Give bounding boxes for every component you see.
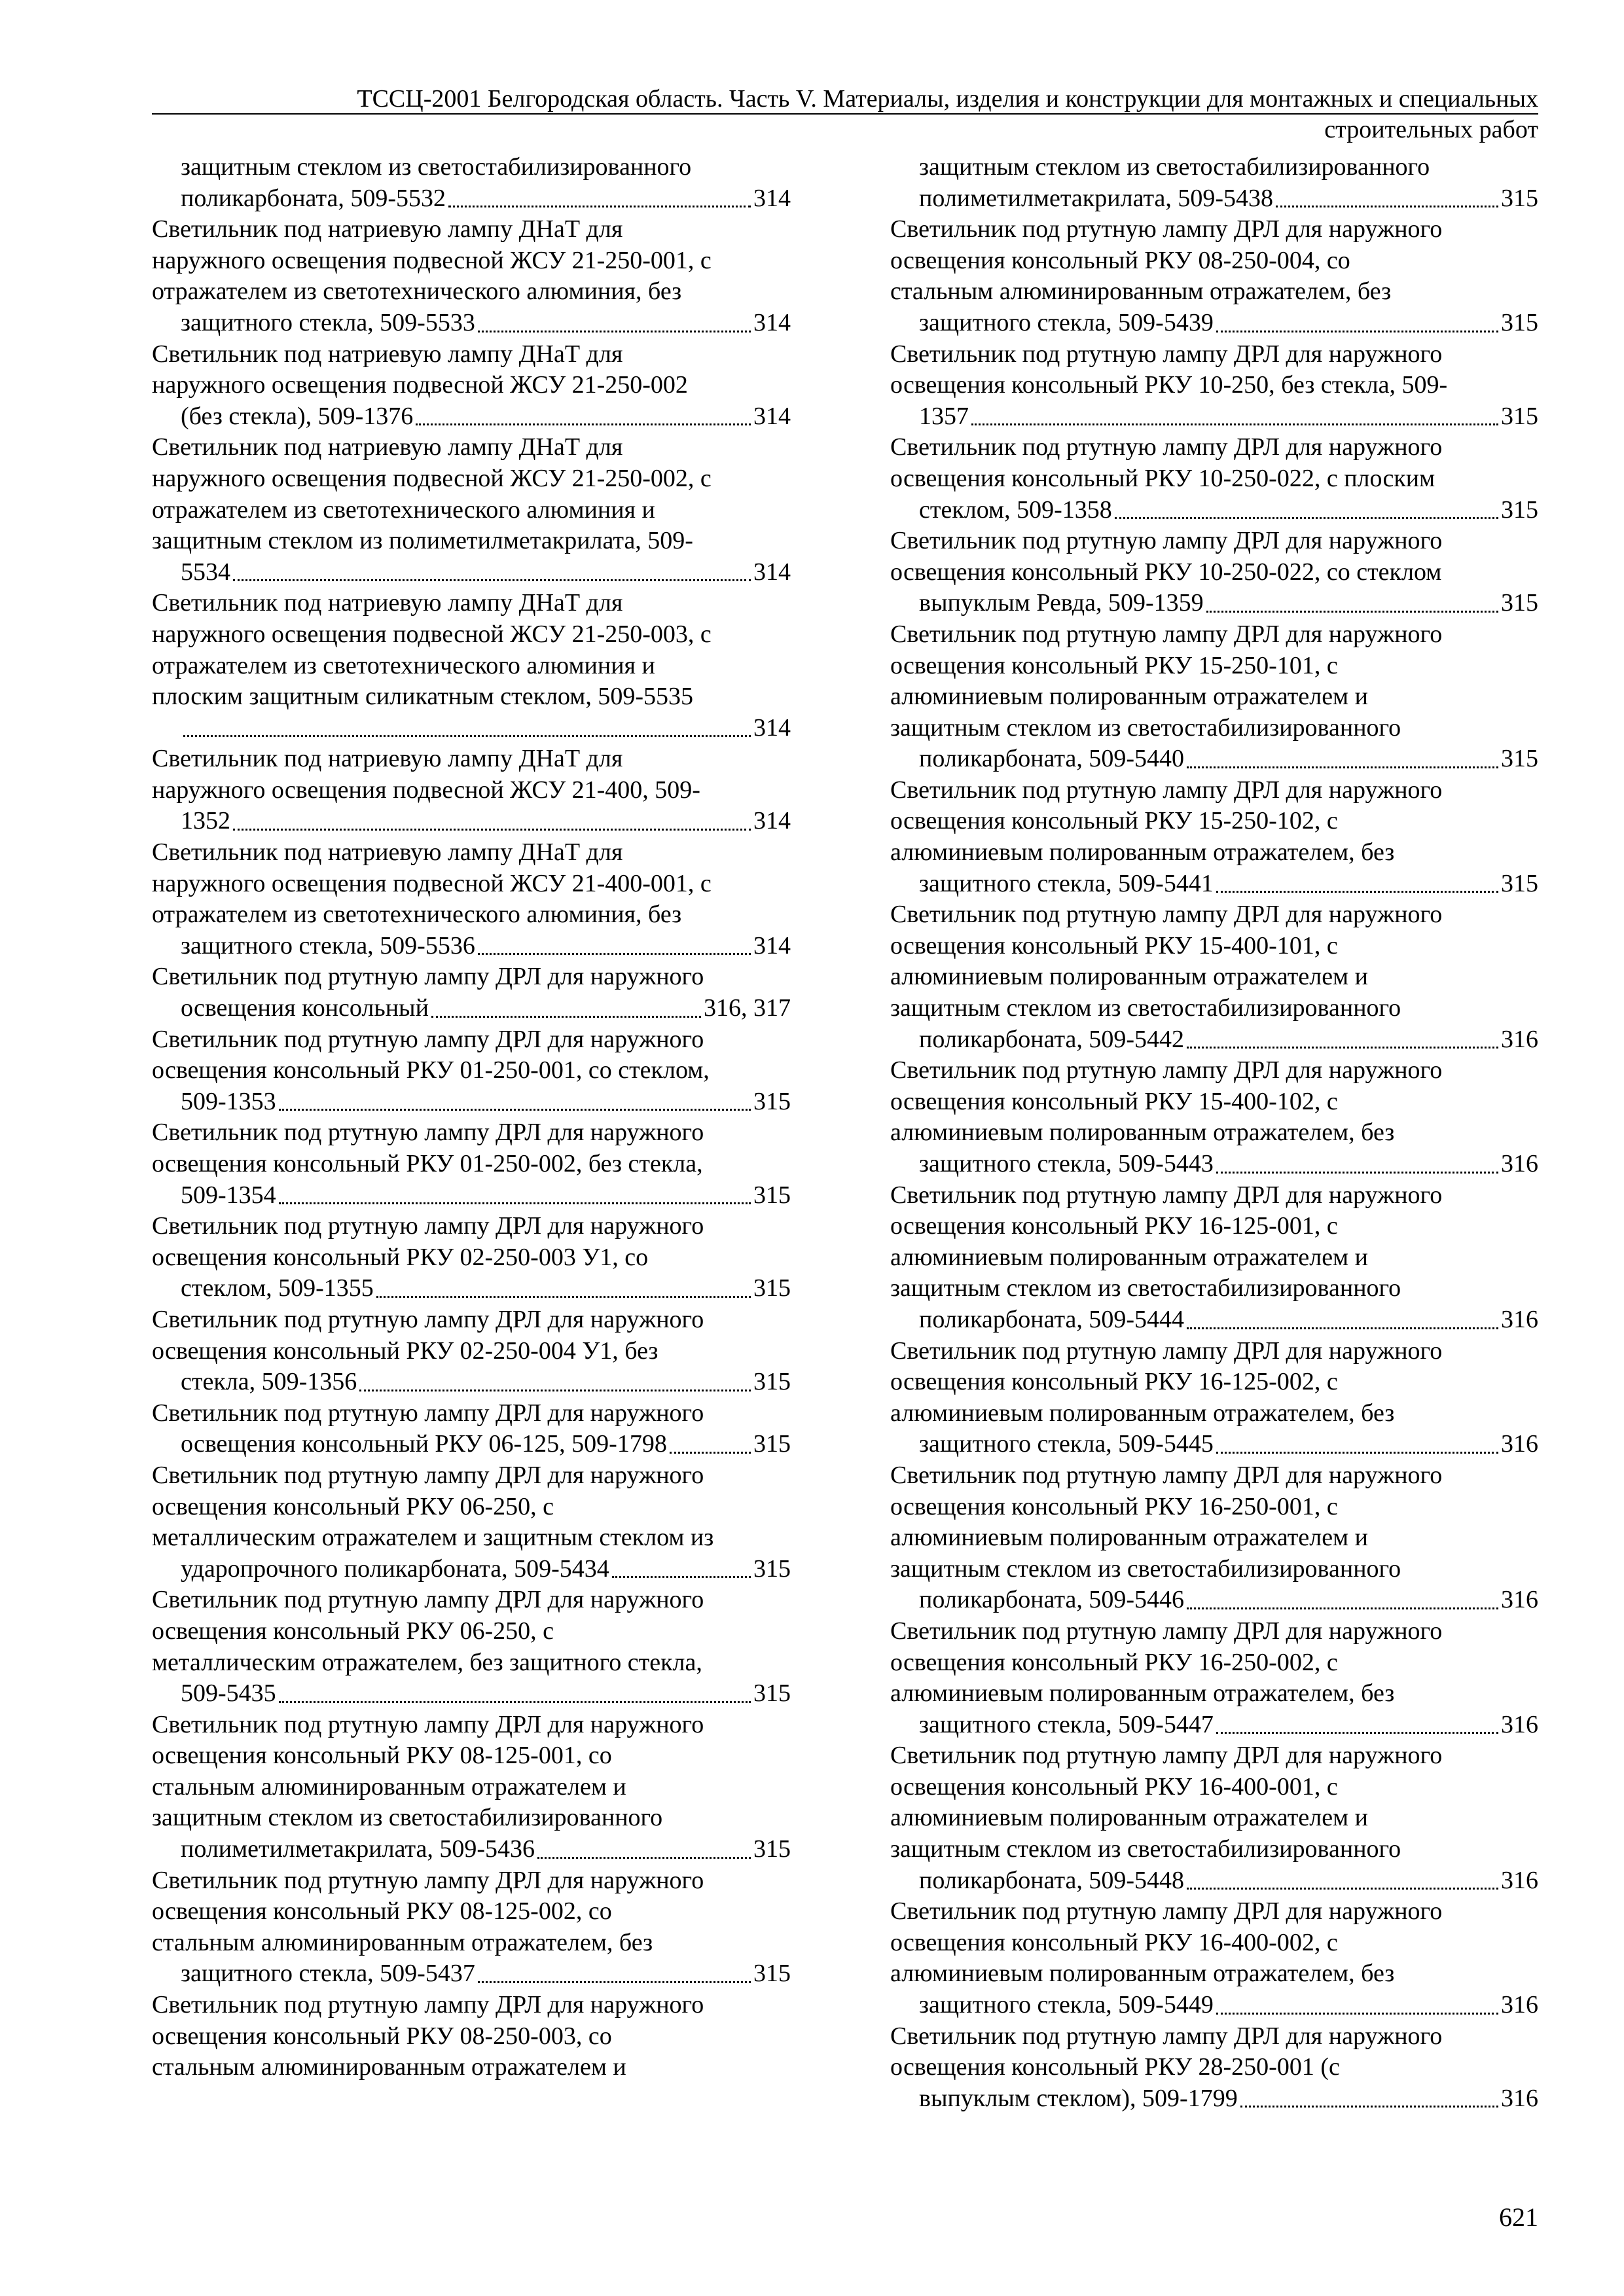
index-entry <box>890 1055 1538 1179</box>
index-entry <box>152 1710 791 1865</box>
entry-text-line: Светильник под ртутную лампу ДРЛ для наружного <box>890 527 1443 555</box>
entry-text-line: Светильник под ртутную лампу ДРЛ для наружного <box>890 1617 1443 1645</box>
index-entry <box>152 744 791 837</box>
entry-text-line: Светильник под ртутную лампу ДРЛ для наружного <box>152 1586 704 1614</box>
index-entry <box>152 1460 791 1585</box>
entry-text-line: алюминиевым полированным отражателем и <box>890 1243 1368 1271</box>
entry-text-line: стекла, 509-1356 <box>181 1368 357 1396</box>
entry-page-ref: 315 <box>753 1554 791 1583</box>
entry-text-line: защитным стеклом из светостабилизированного <box>890 994 1401 1022</box>
entry-text-line: (без стекла), 509-1376 <box>181 402 414 430</box>
entry-last-line <box>181 308 791 339</box>
entry-text-line: защитного стекла, 509-5449 <box>919 1991 1214 2019</box>
entry-page-ref: 315 <box>1501 402 1538 430</box>
entry-text-line: Светильник под натриевую лампу ДНаТ для <box>152 589 623 617</box>
entry-text-line: Светильник под ртутную лампу ДРЛ для наружного <box>890 2022 1443 2050</box>
entry-text-line: алюминиевым полированным отражателем и <box>890 1524 1368 1552</box>
entry-last-line <box>181 1834 791 1865</box>
entry-last-line <box>919 1149 1538 1180</box>
index-entry <box>152 214 791 338</box>
entry-text-line: Светильник под ртутную лампу ДРЛ для наружного <box>152 1866 704 1894</box>
entry-page-ref: 315 <box>753 1430 791 1458</box>
entry-page-ref: 315 <box>1501 308 1538 336</box>
dot-leader <box>670 1452 751 1454</box>
entry-text-line: Светильник под натриевую лампу ДНаТ для <box>152 838 623 867</box>
entry-last-line <box>919 1865 1538 1897</box>
entry-text-line: Светильник под ртутную лампу ДРЛ для наружного <box>890 1181 1443 1209</box>
entry-text-line: освещения консольный РКУ 10-250-022, с плоским <box>890 464 1435 492</box>
entry-last-line <box>181 1429 791 1460</box>
index-entry <box>890 432 1538 526</box>
entry-last-line <box>919 1024 1538 1056</box>
entry-page-ref: 315 <box>1501 589 1538 617</box>
dot-leader <box>448 206 751 207</box>
entry-text-line: защитного стекла, 509-5439 <box>919 308 1214 336</box>
entry-text-line: алюминиевым полированным отражателем и <box>890 683 1368 711</box>
entry-text-line: отражателем из светотехнического алюминия и <box>152 651 655 679</box>
entry-page-ref: 315 <box>1501 495 1538 524</box>
entry-text-line: освещения консольный РКУ 02-250-004 У1, без <box>152 1336 659 1365</box>
entry-text-line: плоским защитным силикатным стеклом, 509-5535 <box>152 683 693 711</box>
entry-text-line: ударопрочного поликарбоната, 509-5434 <box>181 1554 609 1583</box>
entry-page-ref: 315 <box>1501 184 1538 212</box>
entry-page-ref: 316 <box>1501 1866 1538 1894</box>
entry-text-line: наружного освещения подвесной ЖСУ 21-400, 509- <box>152 776 700 804</box>
index-entry <box>890 526 1538 619</box>
entry-text-line: защитного стекла, 509-5437 <box>181 1960 475 1988</box>
entry-text-line: защитного стекла, 509-5536 <box>181 931 475 960</box>
entry-text-line: Светильник под ртутную лампу ДРЛ для наружного <box>152 1710 704 1738</box>
entry-text-line: Светильник под ртутную лампу ДРЛ для наружного <box>152 1025 704 1053</box>
entry-text-line: стальным алюминированным отражателем, без <box>152 1928 653 1956</box>
dot-leader <box>1206 611 1498 613</box>
entry-page-ref: 316 <box>1501 1025 1538 1053</box>
entry-text-line: Светильник под натриевую лампу ДНаТ для <box>152 340 623 368</box>
entry-text-line: выпуклым стеклом), 509-1799 <box>919 2084 1238 2112</box>
entry-text-line: поликарбоната, 509-5440 <box>919 745 1185 773</box>
index-entry <box>152 961 791 1024</box>
entry-text-line: металлическим отражателем, без защитного стекла, <box>152 1648 702 1676</box>
entry-text-line: наружного освещения подвесной ЖСУ 21-250-002 <box>152 371 688 399</box>
entry-text-line: защитным стеклом из полиметилметакрилата, 509- <box>152 527 693 555</box>
entry-text-line: алюминиевым полированным отражателем, без <box>890 1960 1395 1988</box>
entry-last-line <box>181 1678 791 1710</box>
entry-text-line: 5534 <box>181 558 230 586</box>
entry-last-line <box>181 557 791 588</box>
entry-text-line: освещения консольный РКУ 08-250-003, со <box>152 2022 612 2050</box>
entry-text-line: алюминиевым полированным отражателем, без <box>890 838 1395 867</box>
entry-last-line <box>919 2083 1538 2115</box>
dot-leader <box>279 1202 751 1204</box>
dot-leader <box>416 423 751 425</box>
index-entry <box>152 1585 791 1709</box>
entry-text-line: Светильник под ртутную лампу ДРЛ для наружного <box>152 1461 704 1489</box>
entry-text-line: стальным алюминированным отражателем и <box>152 2053 626 2081</box>
dot-leader <box>279 1109 751 1111</box>
entry-text-line: освещения консольный РКУ 08-125-002, со <box>152 1897 612 1926</box>
entry-page-ref: 315 <box>753 1960 791 1988</box>
dot-leader <box>537 1857 751 1859</box>
dot-leader <box>1187 1327 1498 1329</box>
entry-text-line: поликарбоната, 509-5448 <box>919 1866 1185 1894</box>
index-entry <box>152 152 791 214</box>
entry-last-line <box>919 1304 1538 1336</box>
entry-text-line: освещения консольный РКУ 15-400-101, с <box>890 931 1338 960</box>
entry-text-line: защитным стеклом из светостабилизированного <box>890 1554 1401 1583</box>
entry-text-line: Светильник под натриевую лампу ДНаТ для <box>152 215 623 243</box>
entry-last-line <box>181 183 791 215</box>
index-entry <box>152 588 791 744</box>
entry-text-line: наружного освещения подвесной ЖСУ 21-250-001, с <box>152 246 712 274</box>
entry-page-ref: 316 <box>1501 1305 1538 1333</box>
entry-page-ref: 315 <box>753 1835 791 1863</box>
entry-last-line <box>181 713 791 744</box>
entry-text-line: освещения консольный РКУ 16-125-001, с <box>890 1212 1338 1240</box>
entry-text-line: защитного стекла, 509-5443 <box>919 1150 1214 1177</box>
entry-page-ref: 316 <box>1501 1991 1538 2019</box>
dot-leader <box>1187 1888 1498 1890</box>
entry-text-line: освещения консольный РКУ 01-250-002, без стекла, <box>152 1150 703 1177</box>
entry-text-line: Светильник под ртутную лампу ДРЛ для наружного <box>890 215 1443 243</box>
entry-page-ref: 316, 317 <box>704 994 791 1022</box>
entry-last-line <box>919 1585 1538 1616</box>
entry-text-line: стальным алюминированным отражателем, без <box>890 278 1392 306</box>
entry-text-line: Светильник под натриевую лампу ДНаТ для <box>152 745 623 773</box>
entry-text-line: поликарбоната, 509-5442 <box>919 1025 1185 1053</box>
entry-page-ref: 314 <box>753 807 791 835</box>
entry-last-line <box>919 183 1538 215</box>
entry-text-line: выпуклым Ревда, 509-1359 <box>919 589 1204 617</box>
entry-text-line: защитного стекла, 509-5445 <box>919 1430 1214 1458</box>
page-number: 621 <box>1499 2202 1538 2232</box>
entry-text-line: алюминиевым полированным отражателем, без <box>890 1679 1395 1708</box>
index-entry <box>152 1304 791 1398</box>
entry-last-line <box>919 401 1538 433</box>
entry-text-line: Светильник под ртутную лампу ДРЛ для наружного <box>152 1991 704 2019</box>
entry-page-ref: 315 <box>1501 869 1538 897</box>
dot-leader <box>376 1296 751 1298</box>
entry-text-line: наружного освещения подвесной ЖСУ 21-400-001, с <box>152 869 712 897</box>
entry-text-line: Светильник под ртутную лампу ДРЛ для наружного <box>152 963 704 991</box>
index-entry <box>890 1460 1538 1616</box>
dot-leader <box>1216 1732 1498 1734</box>
entry-text-line: защитного стекла, 509-5533 <box>181 308 475 336</box>
entry-text-line: Светильник под ртутную лампу ДРЛ для наружного <box>890 1742 1443 1770</box>
entry-text-line: полиметилметакрилата, 509-5436 <box>181 1835 535 1863</box>
index-entry <box>890 619 1538 775</box>
dot-leader <box>478 953 751 955</box>
entry-page-ref: 315 <box>753 1274 791 1302</box>
entry-text-line: освещения консольный <box>181 994 429 1022</box>
index-entry <box>152 1211 791 1304</box>
entry-last-line <box>181 1180 791 1211</box>
entry-last-line <box>919 1429 1538 1460</box>
entry-text-line: Светильник под ртутную лампу ДРЛ для наружного <box>890 1897 1443 1926</box>
entry-text-line: защитного стекла, 509-5447 <box>919 1710 1214 1738</box>
index-entry <box>152 1990 791 2083</box>
entry-text-line: освещения консольный РКУ 10-250, без стекла, 509- <box>890 371 1448 399</box>
entry-text-line: Светильник под ртутную лампу ДРЛ для наружного <box>890 901 1443 929</box>
entry-text-line: Светильник под ртутную лампу ДРЛ для наружного <box>890 340 1443 368</box>
entry-last-line <box>181 1086 791 1118</box>
entry-last-line <box>181 1554 791 1585</box>
index-entry <box>152 837 791 961</box>
index-entry <box>890 152 1538 214</box>
entry-text-line: отражателем из светотехнического алюминия и <box>152 495 655 524</box>
entry-text-line: поликарбоната, 509-5444 <box>919 1305 1185 1333</box>
index-entry <box>890 1896 1538 2020</box>
entry-last-line <box>919 1710 1538 1741</box>
entry-text-line: освещения консольный РКУ 15-250-102, с <box>890 807 1338 835</box>
entry-text-line: Светильник под ртутную лампу ДРЛ для наружного <box>890 1336 1443 1365</box>
header-subtitle: строительных работ <box>1324 116 1538 143</box>
entry-text-line: алюминиевым полированным отражателем, без <box>890 1399 1395 1427</box>
entry-text-line: защитным стеклом из светостабилизированного <box>919 153 1430 181</box>
dot-leader <box>612 1576 751 1578</box>
dot-leader <box>1216 2013 1498 2015</box>
entry-page-ref: 315 <box>753 1679 791 1708</box>
entry-page-ref: 314 <box>753 558 791 586</box>
entry-page-ref: 316 <box>1501 1150 1538 1177</box>
dot-leader <box>1240 2106 1498 2108</box>
index-entry <box>890 1180 1538 1336</box>
dot-leader <box>431 1016 701 1018</box>
entry-text-line: Светильник под ртутную лампу ДРЛ для наружного <box>890 433 1443 461</box>
dot-leader <box>1115 517 1498 519</box>
entry-page-ref: 315 <box>753 1087 791 1115</box>
entry-text-line: освещения консольный РКУ 16-250-001, с <box>890 1492 1338 1520</box>
index-entry <box>152 432 791 588</box>
entry-last-line <box>181 806 791 837</box>
entry-text-line: защитным стеклом из светостабилизированного <box>890 713 1401 742</box>
entry-text-line: освещения консольный РКУ 15-250-101, с <box>890 651 1338 679</box>
dot-leader <box>1216 331 1498 332</box>
index-entry <box>890 214 1538 338</box>
dot-leader <box>359 1390 751 1391</box>
entry-text-line: освещения консольный РКУ 10-250-022, со стеклом <box>890 558 1442 586</box>
entry-text-line: 1352 <box>181 807 230 835</box>
dot-leader <box>478 331 751 332</box>
entry-text-line: стеклом, 509-1358 <box>919 495 1112 524</box>
index-entry <box>152 339 791 433</box>
entry-page-ref: 316 <box>1501 1710 1538 1738</box>
entry-text-line: алюминиевым полированным отражателем и <box>890 963 1368 991</box>
dot-leader <box>971 423 1498 425</box>
entry-text-line: освещения консольный РКУ 02-250-003 У1, со <box>152 1243 649 1271</box>
entry-last-line <box>181 1958 791 1990</box>
dot-leader <box>279 1701 751 1703</box>
index-entry <box>152 1865 791 1990</box>
entry-page-ref: 315 <box>753 1368 791 1396</box>
entry-text-line: освещения консольный РКУ 06-250, с <box>152 1617 554 1645</box>
index-entry <box>152 1024 791 1118</box>
entry-page-ref: 315 <box>1501 745 1538 773</box>
entry-text-line: Светильник под ртутную лампу ДРЛ для наружного <box>152 1305 704 1333</box>
entry-text-line: освещения консольный РКУ 16-400-002, с <box>890 1928 1338 1956</box>
entry-text-line: 509-1353 <box>181 1087 276 1115</box>
dot-leader <box>1216 1452 1498 1454</box>
entry-text-line: 509-1354 <box>181 1181 276 1209</box>
entry-text-line: алюминиевым полированным отражателем, без <box>890 1119 1395 1147</box>
entry-page-ref: 314 <box>753 308 791 336</box>
header-title: ТССЦ-2001 Белгородская область. Часть V. Материалы, изделия и конструкции для монтажных и специальных <box>357 85 1538 113</box>
entry-last-line <box>919 744 1538 775</box>
index-entry <box>890 1740 1538 1896</box>
entry-text-line: Светильник под ртутную лампу ДРЛ для наружного <box>890 776 1443 804</box>
dot-leader <box>233 579 751 581</box>
index-entry <box>890 775 1538 899</box>
entry-text-line: алюминиевым полированным отражателем и <box>890 1804 1368 1832</box>
entry-page-ref: 315 <box>753 1181 791 1209</box>
dot-leader <box>1187 766 1498 768</box>
entry-text-line: 509-5435 <box>181 1679 276 1708</box>
entry-text-line: Светильник под ртутную лампу ДРЛ для наружного <box>890 620 1443 648</box>
entry-text-line: освещения консольный РКУ 08-250-004, со <box>890 246 1350 274</box>
entry-last-line <box>181 1367 791 1398</box>
entry-text-line: защитным стеклом из светостабилизированного <box>890 1274 1401 1302</box>
entry-text-line: освещения консольный РКУ 16-250-002, с <box>890 1648 1338 1676</box>
entry-last-line <box>181 993 791 1024</box>
entry-text-line: освещения консольный РКУ 06-125, 509-1798 <box>181 1430 667 1458</box>
entry-text-line: Светильник под натриевую лампу ДНаТ для <box>152 433 623 461</box>
entry-text-line: поликарбоната, 509-5446 <box>919 1586 1185 1614</box>
entry-text-line: 1357 <box>919 402 969 430</box>
entry-text-line: освещения консольный РКУ 16-400-001, с <box>890 1772 1338 1801</box>
page-header <box>152 85 1538 145</box>
entry-text-line: наружного освещения подвесной ЖСУ 21-250-002, с <box>152 464 712 492</box>
entry-text-line: Светильник под ртутную лампу ДРЛ для наружного <box>890 1056 1443 1085</box>
entry-page-ref: 316 <box>1501 1586 1538 1614</box>
dot-leader <box>1216 1172 1498 1174</box>
entry-page-ref: 314 <box>753 931 791 960</box>
entry-last-line <box>919 495 1538 526</box>
entry-last-line <box>181 1273 791 1304</box>
index-entry <box>890 899 1538 1055</box>
entry-text-line: стеклом, 509-1355 <box>181 1274 374 1302</box>
entry-last-line <box>181 401 791 433</box>
entry-text-line: Светильник под ртутную лампу ДРЛ для наружного <box>152 1399 704 1427</box>
index-entry <box>890 1336 1538 1460</box>
entry-text-line: полиметилметакрилата, 509-5438 <box>919 184 1274 212</box>
entry-last-line <box>919 1990 1538 2021</box>
index-column-right <box>890 152 1538 2114</box>
entry-text-line: стальным алюминированным отражателем и <box>152 1772 626 1801</box>
entry-text-line: поликарбоната, 509-5532 <box>181 184 446 212</box>
entry-text-line: освещения консольный РКУ 28-250-001 (с <box>890 2053 1340 2081</box>
entry-text-line: Светильник под ртутную лампу ДРЛ для наружного <box>152 1212 704 1240</box>
index-entry <box>152 1398 791 1460</box>
dot-leader <box>183 735 751 737</box>
entry-text-line: наружного освещения подвесной ЖСУ 21-250-003, с <box>152 620 712 648</box>
entry-text-line: защитного стекла, 509-5441 <box>919 869 1214 897</box>
entry-last-line <box>919 869 1538 900</box>
entry-page-ref: 316 <box>1501 1430 1538 1458</box>
entry-text-line: защитным стеклом из светостабилизированного <box>181 153 692 181</box>
index-entry <box>890 2021 1538 2115</box>
entry-last-line <box>181 931 791 962</box>
entry-text-line: освещения консольный РКУ 06-250, с <box>152 1492 554 1520</box>
entry-page-ref: 316 <box>1501 2084 1538 2112</box>
entry-last-line <box>919 308 1538 339</box>
index-entry <box>152 1117 791 1211</box>
dot-leader <box>478 1981 751 1983</box>
entry-last-line <box>919 588 1538 619</box>
dot-leader <box>1187 1047 1498 1049</box>
entry-page-ref: 314 <box>753 713 791 742</box>
dot-leader <box>233 829 751 831</box>
entry-text-line: защитным стеклом из светостабилизированного <box>152 1804 663 1832</box>
dot-leader <box>1276 206 1498 207</box>
dot-leader <box>1216 891 1498 893</box>
index-entry <box>890 339 1538 433</box>
entry-text-line: освещения консольный РКУ 16-125-002, с <box>890 1368 1338 1396</box>
entry-text-line: Светильник под ртутную лампу ДРЛ для наружного <box>890 1461 1443 1489</box>
entry-text-line: освещения консольный РКУ 15-400-102, с <box>890 1087 1338 1115</box>
entry-page-ref: 314 <box>753 402 791 430</box>
index-column-left <box>152 152 791 2083</box>
index-entry <box>890 1616 1538 1740</box>
entry-text-line: металлическим отражателем и защитным стеклом из <box>152 1524 714 1552</box>
entry-text-line: отражателем из светотехнического алюминия, без <box>152 278 682 306</box>
entry-text-line: освещения консольный РКУ 08-125-001, со <box>152 1742 612 1770</box>
entry-text-line: отражателем из светотехнического алюминия, без <box>152 901 682 929</box>
dot-leader <box>1187 1607 1498 1609</box>
entry-text-line: защитным стеклом из светостабилизированного <box>890 1835 1401 1863</box>
entry-page-ref: 314 <box>753 184 791 212</box>
entry-text-line: Светильник под ртутную лампу ДРЛ для наружного <box>152 1119 704 1147</box>
entry-text-line: освещения консольный РКУ 01-250-001, со стеклом, <box>152 1056 710 1085</box>
